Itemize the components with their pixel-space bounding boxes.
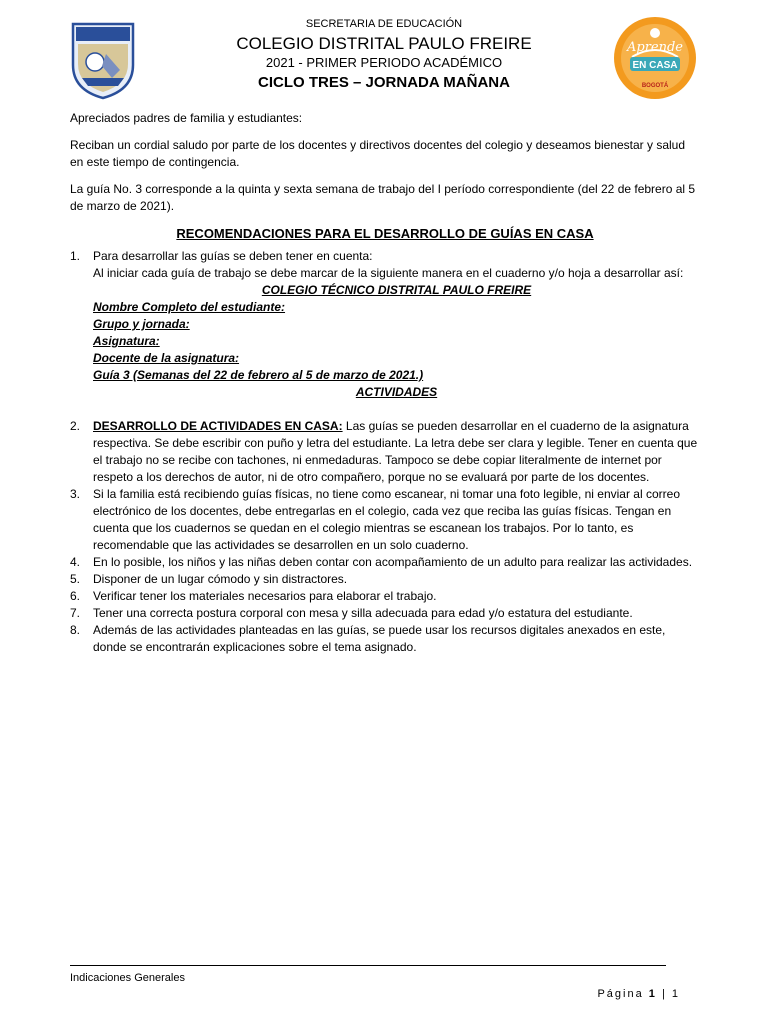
guide-field-subject: Asignatura: <box>93 334 160 348</box>
guide-activities-heading: ACTIVIDADES <box>355 385 438 399</box>
page-number <box>560 988 680 1000</box>
footer-divider <box>70 965 666 966</box>
list-item <box>70 605 700 622</box>
list-number: 1. <box>70 249 81 263</box>
list-item <box>70 571 700 588</box>
letter-body <box>70 110 700 656</box>
guide-field-name: Nombre Completo del estudiante: <box>93 300 286 314</box>
svg-text:Aprende: Aprende <box>626 40 684 55</box>
item4-text: En lo posible, los niños y las niñas deben contar con acompañamiento de un adulto para realizar las actividades. <box>93 555 693 569</box>
item8-text: Además de las actividades planteadas en las guías, se puede usar los recursos digitales anexados en este, donde se encontrarán explicaciones sobre el tema asignado. <box>93 623 666 654</box>
list-item <box>70 622 700 656</box>
item1-line1: Para desarrollar las guías se deben tener en cuenta: <box>93 249 373 263</box>
list-item <box>70 554 700 571</box>
list-item <box>70 248 700 401</box>
guide-field-teacher: Docente de la asignatura: <box>93 351 240 365</box>
item7-text: Tener una correcta postura corporal con mesa y silla adecuada para edad y/o estatura del estudiante. <box>93 606 633 620</box>
list-number: 7. <box>70 606 81 620</box>
item5-text: Disponer de un lugar cómodo y sin distractores. <box>93 572 348 586</box>
list-number: 4. <box>70 555 81 569</box>
paragraph-salutation: Reciban un cordial saludo por parte de los docentes y directivos docentes del colegio y deseamos bienestar y salud en este tiempo de contingencia. <box>70 138 686 169</box>
guide-field-group: Grupo y jornada: <box>93 317 190 331</box>
list-number: 5. <box>70 572 81 586</box>
greeting: Apreciados padres de familia y estudiantes: <box>70 111 303 125</box>
paragraph-guide-info: La guía No. 3 corresponde a la quinta y sexta semana de trabajo del I período correspondiente (del 22 de febrero al 5 de marzo de 2021). <box>70 182 696 213</box>
list-item <box>70 486 700 554</box>
page-header <box>0 0 768 110</box>
list-number: 2. <box>70 419 81 433</box>
page-separator: | <box>656 988 672 1000</box>
list-number: 3. <box>70 487 81 501</box>
item6-text: Verificar tener los materiales necesarios para elaborar el trabajo. <box>93 589 437 603</box>
item2-text: Las guías se pueden desarrollar en el cuaderno de la asignatura respectiva. Se debe escribir con puño y letra del estudiante. La letra debe ser clara y legible. Tener en cuenta que el trabajo no se recibe con tachones, ni enmedaduras. Tampoco se debe copiar literalmente de internet por respeto a los derechos de autor, ni de otro compañero, porque no se evaluará por parte de los docentes. <box>93 419 698 484</box>
list-item <box>70 418 700 486</box>
page-label: Página <box>597 988 644 1000</box>
item3-text: Si la familia está recibiendo guías físicas, no tiene como escanear, ni tomar una foto legible, ni enviar al correo electrónico de los docentes, debe entregarlas en el colegio, cada vez que reciba las guías físicas. Tengan en cuenta que los cuadernos se quedan en el colegio mientras se escanean los trabajos. Por lo tanto, es recomendable que las actividades se desarrollen en un solo cuaderno. <box>93 487 680 552</box>
page-current: 1 <box>648 988 657 1000</box>
header-cycle: CICLO TRES – JORNADA MAÑANA <box>258 74 510 91</box>
svg-text:EN CASA: EN CASA <box>632 60 678 71</box>
guide-field-weeks: Guía 3 (Semanas del 22 de febrero al 5 de marzo de 2021.) <box>93 368 424 382</box>
aprende-en-casa-logo <box>612 15 698 101</box>
header-department: SECRETARIA DE EDUCACIÓN <box>305 18 463 30</box>
item2-lead: DESARROLLO DE ACTIVIDADES EN CASA: <box>93 419 343 433</box>
section-title: RECOMENDACIONES PARA EL DESARROLLO DE GUÍAS EN CASA <box>176 226 594 241</box>
header-school-name: COLEGIO DISTRITAL PAULO FREIRE <box>236 34 532 53</box>
guide-school-heading: COLEGIO TÉCNICO DISTRITAL PAULO FREIRE <box>261 283 532 297</box>
footer-title: Indicaciones Generales <box>70 972 185 984</box>
svg-text:BOGOTÁ: BOGOTÁ <box>641 83 669 89</box>
list-item <box>70 588 700 605</box>
list-number: 6. <box>70 589 81 603</box>
header-period: 2021 - PRIMER PERIODO ACADÉMICO <box>265 55 503 70</box>
list-number: 8. <box>70 623 81 637</box>
page-total: 1 <box>671 988 680 1000</box>
item1-line2: Al iniciar cada guía de trabajo se debe marcar de la siguiente manera en el cuaderno y/o hoja a desarrollar así: <box>93 266 684 280</box>
